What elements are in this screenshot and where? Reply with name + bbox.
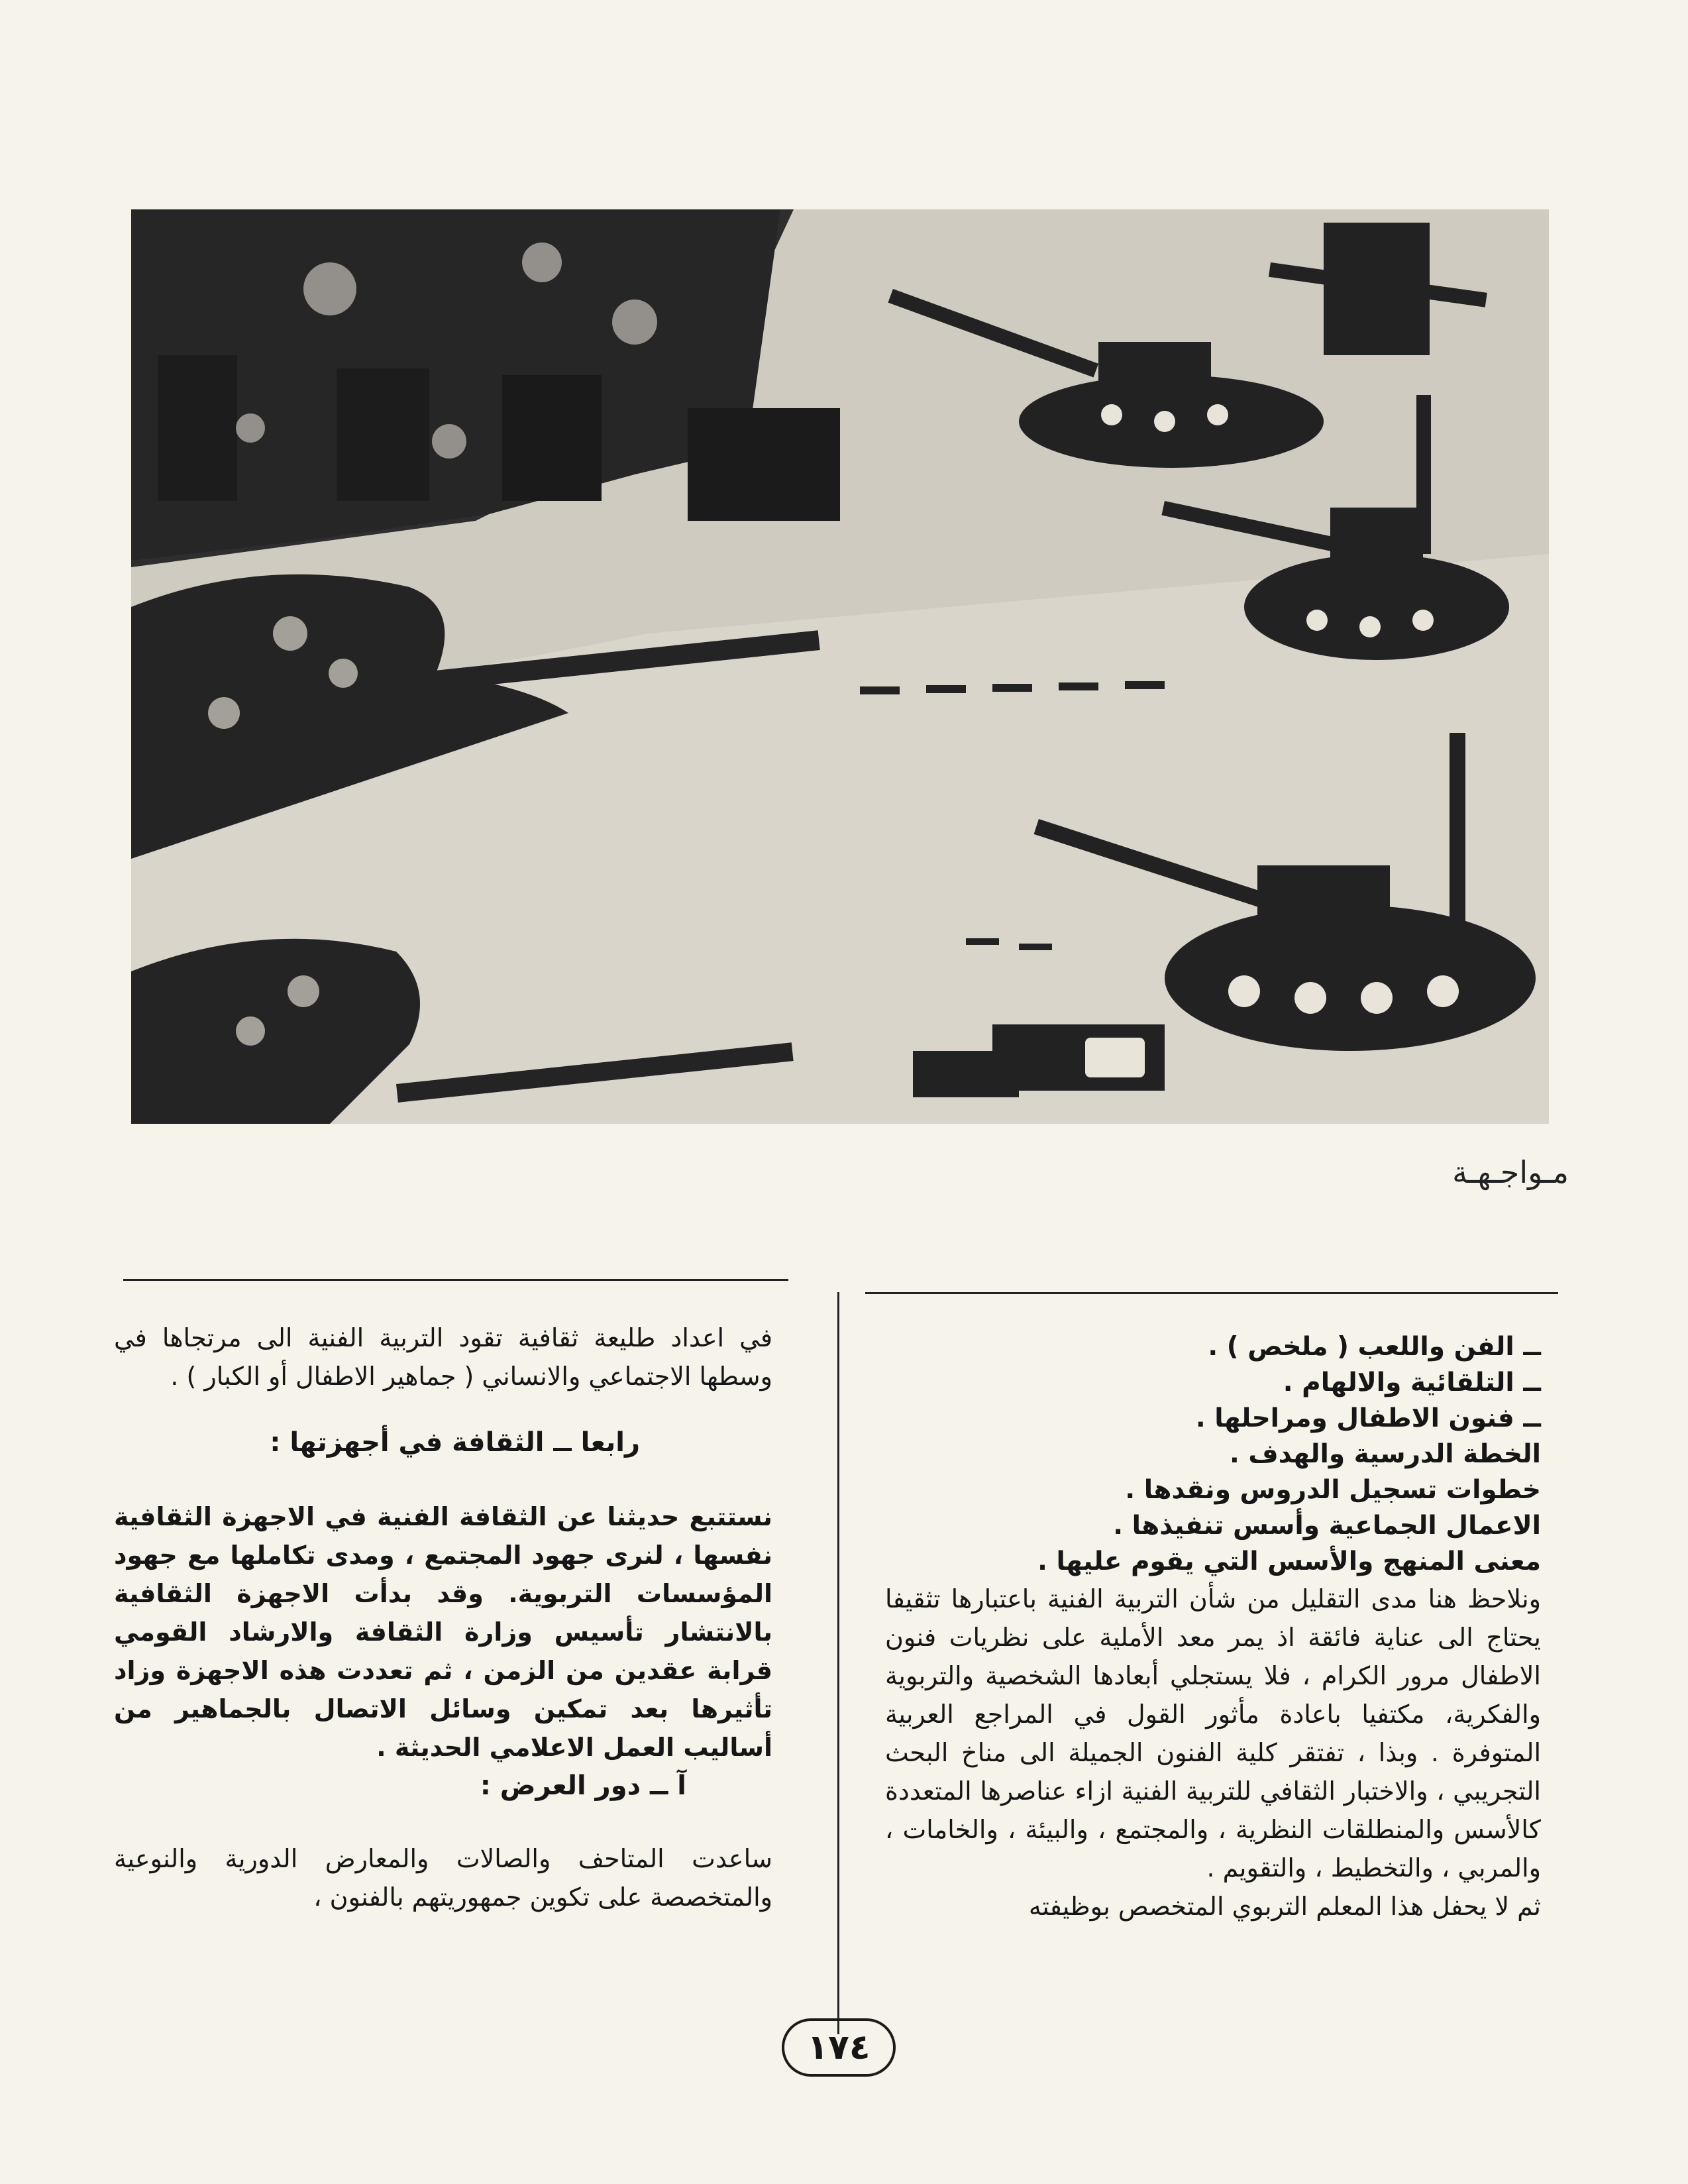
page-number: ١٧٤ (782, 2018, 896, 2077)
right-paragraph-1: ونلاحظ هنا مدى التقليل من شأن التربية الفنية باعتبارها تثقيفا يحتاج الى عناية فائقة اذ يمر معد الأملية على نظريات فنون الاطفال مرور الكرام ، فلا يستجلي أبعادها الشخصية والتربوية والفكرية، مكتفيا باعادة مأثور القول في المراجع العربية المتوفرة . وبذا ، تفتقر كلية الفنون الجميلة الى مناخ البحث التجريبي ، والاختبار الثقافي للتربية الفنية ازاء عناصرها المتعددة كالأسس والمنطلقات النظرية ، والمجتمع ، والبيئة ، والخامات ، والمربي ، والتخطيط ، والتقويم . (885, 1584, 1541, 1883)
section-heading: رابعا ــ الثقافة في أجهزتها : (270, 1427, 640, 1458)
section-subheading: آ ــ دور العرض : (480, 1771, 686, 1801)
right-text-column (885, 1329, 1541, 1926)
list-item: الاعمال الجماعية وأسس تنفيذها . (1113, 1511, 1541, 1541)
list-item: خطوات تسجيل الدروس ونقدها . (1125, 1475, 1541, 1505)
right-column-top-rule (865, 1292, 1558, 1294)
list-item: ــ الفن واللعب ( ملخص ) . (1208, 1332, 1541, 1362)
list-item: ــ التلقائية والالهام . (1283, 1368, 1541, 1397)
left-column-top-rule (123, 1279, 788, 1281)
left-paragraph-3: ساعدت المتاحف والصالات والمعارض الدورية والنوعية والمتخصصة على تكوين جمهوريتهم بالفنون ، (114, 1844, 772, 1912)
image-caption: مـواجـهـة (1452, 1154, 1569, 1190)
column-divider (837, 1292, 839, 2034)
list-item: الخطة الدرسية والهدف . (1229, 1439, 1541, 1469)
battle-drawing-icon (131, 209, 1549, 1124)
list-item: معنى المنهج والأسس التي يقوم عليها . (1037, 1547, 1541, 1576)
right-paragraph-2: ثم لا يحفل هذا المعلم التربوي المتخصص بوظيفته (1028, 1892, 1541, 1921)
left-paragraph-2: نستتبع حديثنا عن الثقافة الفنية في الاجهزة الثقافية نفسها ، لنرى جهود المجتمع ، ومدى تكاملها مع جهود المؤسسات التربوية. وقد بدأت الاجهزة الثقافية بالانتشار تأسيس وزارة الثقافة والارشاد القومي قرابة عقدين من الزمن ، ثم تعددت هذه الاجهزة وزاد تأثيرها بعد تمكين وسائل الاتصال بالجماهير من أساليب العمل الاعلامي الحديثة . (114, 1502, 772, 1762)
list-item: ــ فنون الاطفال ومراحلها . (1195, 1403, 1541, 1433)
left-paragraph-1: في اعداد طليعة ثقافية تقود التربية الفنية الى مرتجاها في وسطها الاجتماعي والانساني ( جماهير الاطفال أو الكبار ) . (114, 1323, 772, 1391)
left-text-column (114, 1319, 772, 1916)
battle-drawing-image (131, 209, 1549, 1124)
